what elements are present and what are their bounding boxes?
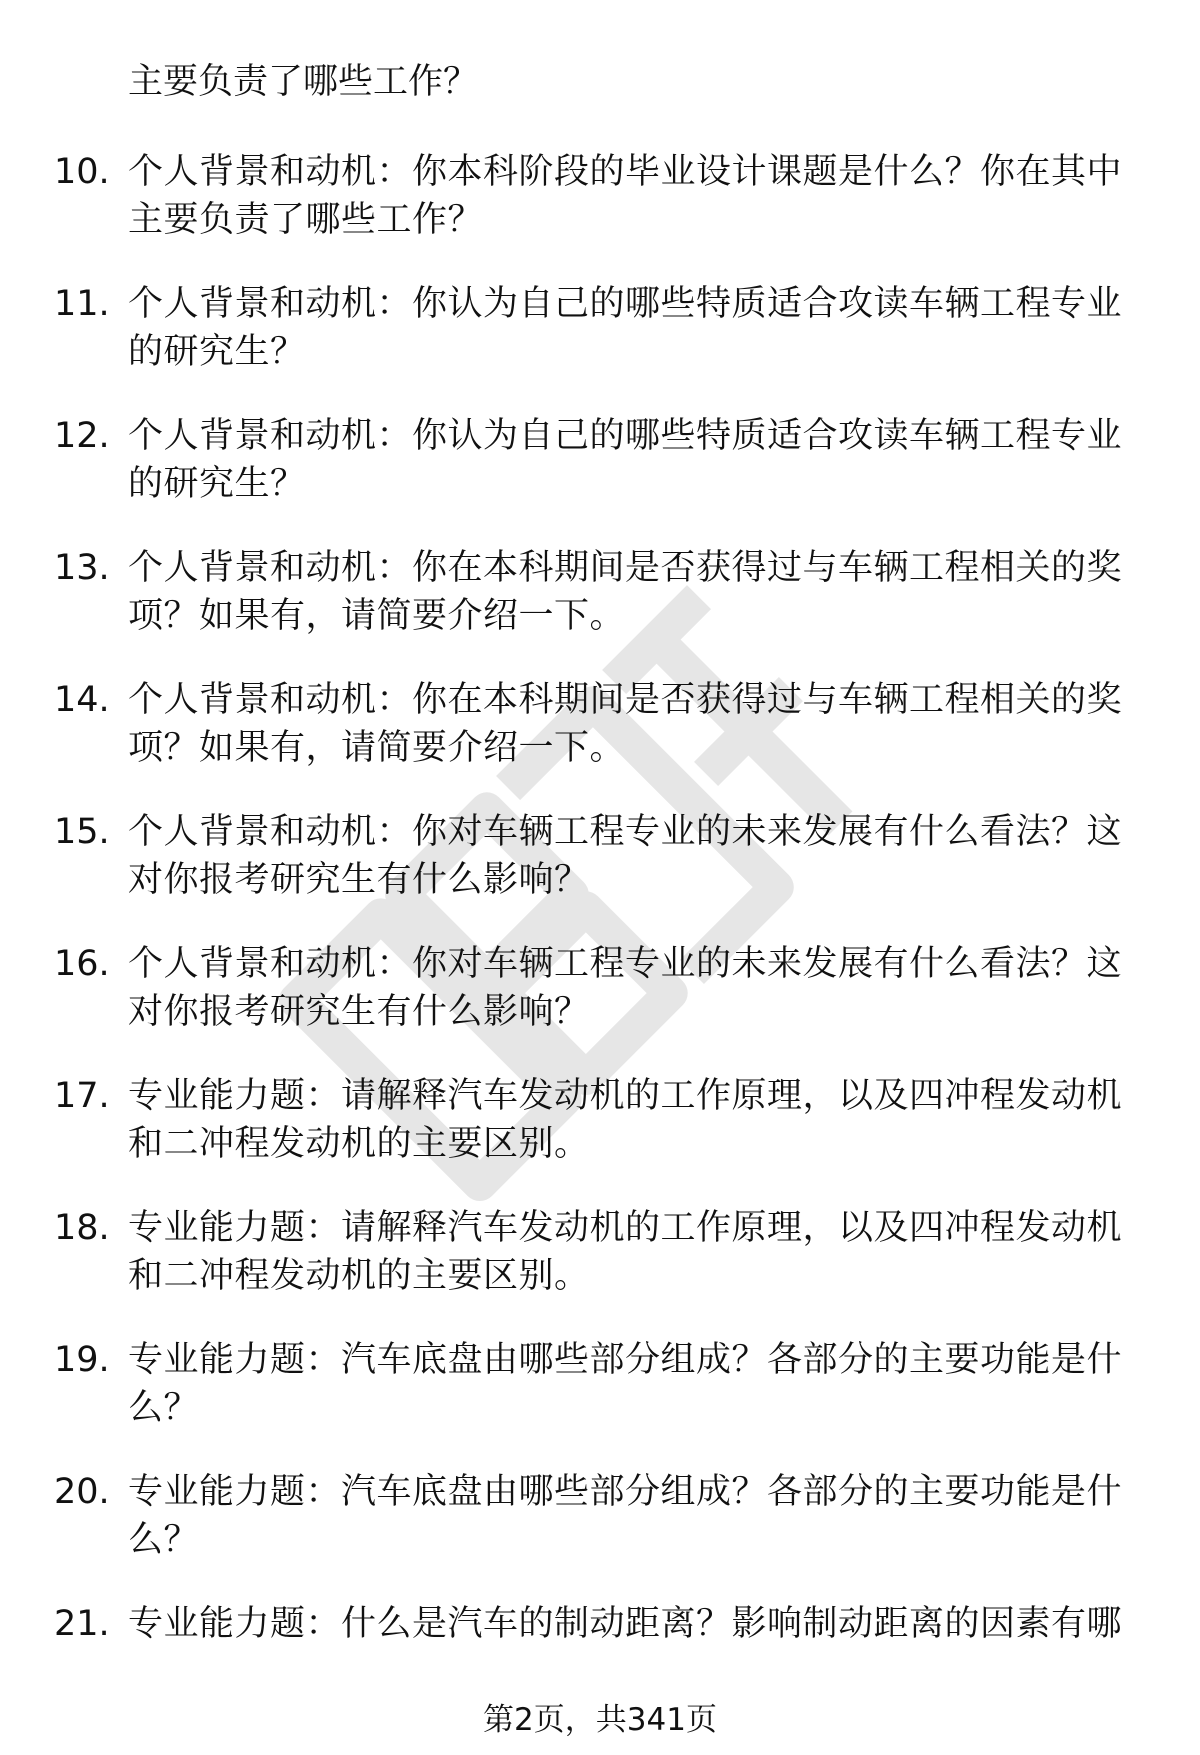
question-number: 15.	[54, 812, 110, 852]
question-text: 专业能力题：什么是汽车的制动距离？影响制动距离的因素有哪	[128, 1604, 1123, 1644]
question-text: 个人背景和动机：你对车辆工程专业的未来发展有什么看法？这对你报考研究生有什么影响？	[128, 944, 1123, 1032]
question-item	[0, 412, 1200, 544]
question-item	[0, 940, 1200, 1072]
question-number: 10.	[54, 152, 110, 192]
question-text: 个人背景和动机：你认为自己的哪些特质适合攻读车辆工程专业的研究生？	[128, 284, 1123, 372]
question-number: 16.	[54, 944, 110, 984]
question-number: 17.	[54, 1076, 110, 1116]
question-text: 个人背景和动机：你认为自己的哪些特质适合攻读车辆工程专业的研究生？	[128, 416, 1123, 504]
question-text: 专业能力题：请解释汽车发动机的工作原理，以及四冲程发动机和二冲程发动机的主要区别。	[128, 1076, 1123, 1164]
question-item	[0, 808, 1200, 940]
question-item	[0, 1468, 1200, 1600]
question-item	[0, 1072, 1200, 1204]
question-item	[0, 280, 1200, 412]
question-item	[0, 1204, 1200, 1336]
carryover-line: 主要负责了哪些工作？	[128, 62, 479, 102]
question-item	[0, 1336, 1200, 1468]
question-list	[0, 148, 1200, 1732]
question-number: 18.	[54, 1208, 110, 1248]
question-text: 个人背景和动机：你在本科期间是否获得过与车辆工程相关的奖项？如果有，请简要介绍一下。	[128, 548, 1123, 636]
question-number: 14.	[54, 680, 110, 720]
question-number: 13.	[54, 548, 110, 588]
question-number: 11.	[54, 284, 110, 324]
page-footer: 第2页，共341页	[483, 1702, 717, 1738]
question-text: 个人背景和动机：你在本科期间是否获得过与车辆工程相关的奖项？如果有，请简要介绍一下。	[128, 680, 1123, 768]
question-text: 专业能力题：请解释汽车发动机的工作原理，以及四冲程发动机和二冲程发动机的主要区别。	[128, 1208, 1123, 1296]
question-text: 专业能力题：汽车底盘由哪些部分组成？各部分的主要功能是什么？	[128, 1340, 1123, 1428]
question-number: 20.	[54, 1472, 110, 1512]
question-number: 12.	[54, 416, 110, 456]
question-number: 21.	[54, 1604, 110, 1644]
question-text: 个人背景和动机：你对车辆工程专业的未来发展有什么看法？这对你报考研究生有什么影响？	[128, 812, 1123, 900]
question-number: 19.	[54, 1340, 110, 1380]
question-item	[0, 544, 1200, 676]
question-item	[0, 676, 1200, 808]
question-text: 个人背景和动机：你本科阶段的毕业设计课题是什么？你在其中主要负责了哪些工作？	[128, 152, 1123, 240]
question-text: 专业能力题：汽车底盘由哪些部分组成？各部分的主要功能是什么？	[128, 1472, 1123, 1560]
question-item	[0, 148, 1200, 280]
